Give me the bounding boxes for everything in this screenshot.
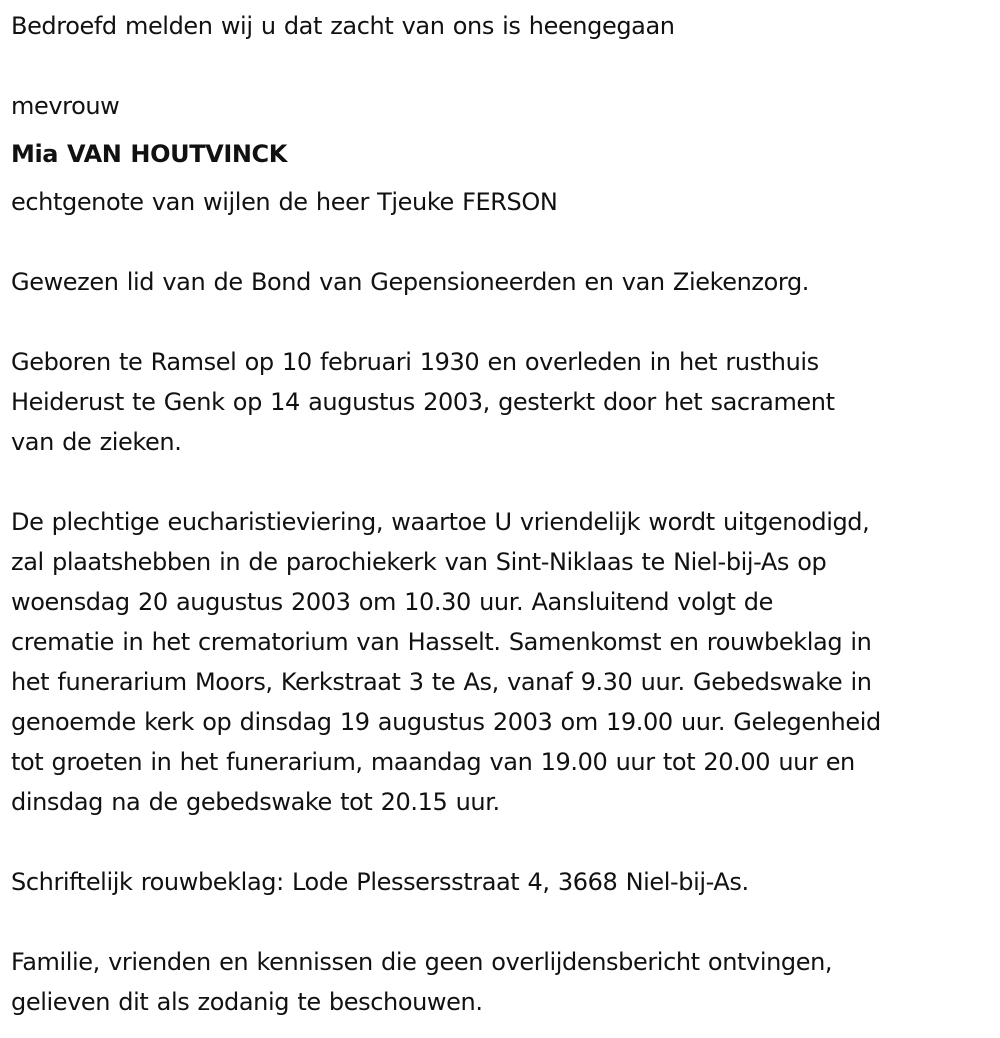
ceremony-paragraph xyxy=(11,502,996,822)
paragraph-line: gelieven dit als zodanig te beschouwen. xyxy=(11,988,483,1016)
paragraph-line: het funerarium Moors, Kerkstraat 3 te As, vanaf 9.30 uur. Gebedswake in xyxy=(11,668,872,696)
title-text: mevrouw xyxy=(11,92,120,120)
paragraph-line: crematie in het crematorium van Hasselt. Samenkomst en rouwbeklag in xyxy=(11,628,872,656)
paragraph-line: Heiderust te Genk op 14 augustus 2003, gesterkt door het sacrament xyxy=(11,388,835,416)
paragraph-line: woensdag 20 augustus 2003 om 10.30 uur. Aansluitend volgt de xyxy=(11,588,773,616)
condolence-address: Schriftelijk rouwbeklag: Lode Plessersstraat 4, 3668 Niel-bij-As. xyxy=(11,868,749,896)
birth-death-paragraph xyxy=(11,342,996,462)
deceased-name: Mia VAN HOUTVINCK xyxy=(11,140,287,168)
obituary-notice xyxy=(11,6,996,1022)
paragraph-line: De plechtige eucharistieviering, waartoe U vriendelijk wordt uitgenodigd, xyxy=(11,508,870,536)
closing-paragraph xyxy=(11,942,996,1022)
paragraph-line: zal plaatshebben in de parochiekerk van Sint-Niklaas te Niel-bij-As op xyxy=(11,548,827,576)
paragraph-line: genoemde kerk op dinsdag 19 augustus 2003 om 19.00 uur. Gelegenheid xyxy=(11,708,881,736)
paragraph-line: van de zieken. xyxy=(11,428,182,456)
paragraph-line: dinsdag na de gebedswake tot 20.15 uur. xyxy=(11,788,500,816)
membership-text: Gewezen lid van de Bond van Gepensioneerden en van Ziekenzorg. xyxy=(11,268,810,296)
paragraph-line: Geboren te Ramsel op 10 februari 1930 en overleden in het rusthuis xyxy=(11,348,819,376)
paragraph-line: Familie, vrienden en kennissen die geen overlijdensbericht ontvingen, xyxy=(11,948,833,976)
paragraph-line: tot groeten in het funerarium, maandag van 19.00 uur tot 20.00 uur en xyxy=(11,748,855,776)
intro-text: Bedroefd melden wij u dat zacht van ons is heengegaan xyxy=(11,12,675,40)
spouse-text: echtgenote van wijlen de heer Tjeuke FERSON xyxy=(11,188,558,216)
